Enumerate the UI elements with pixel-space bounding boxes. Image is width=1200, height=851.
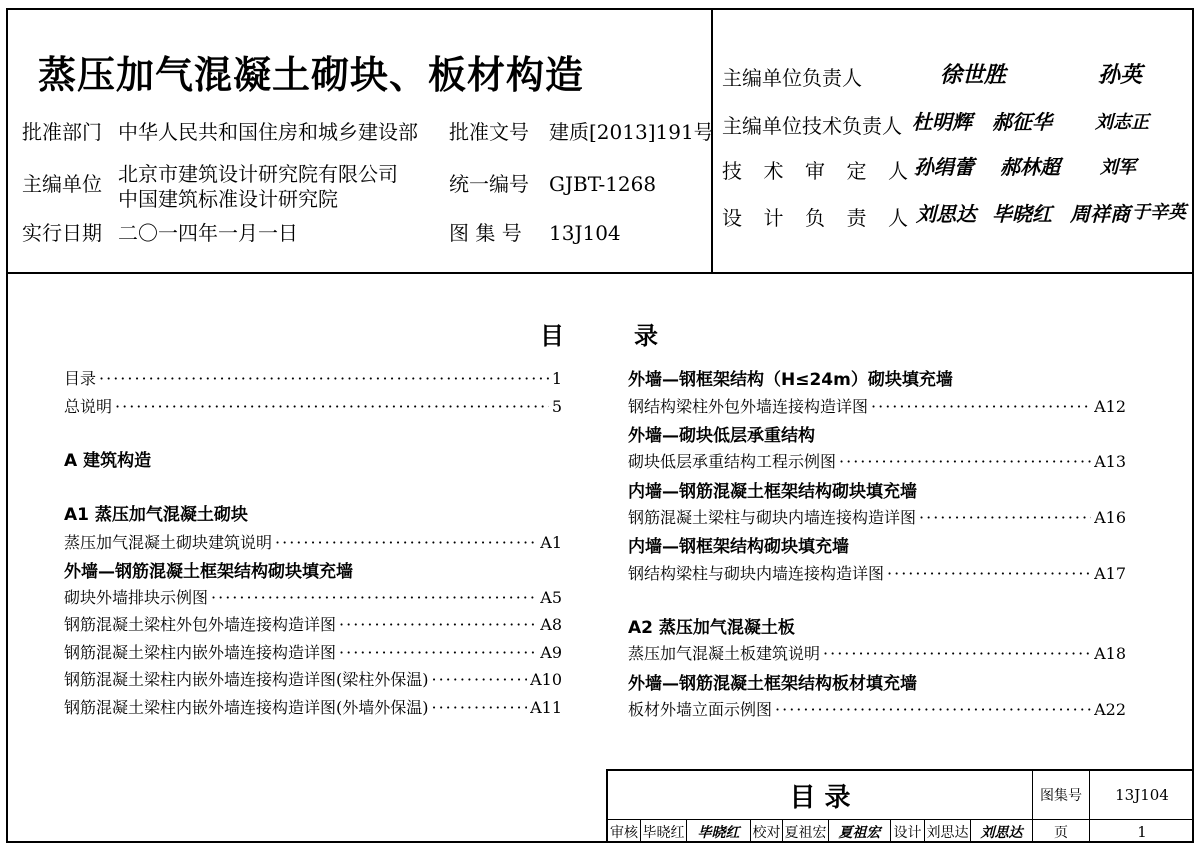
toc-entry-page: A5 bbox=[540, 588, 562, 607]
toc-entry-title: 钢筋混凝土梁柱内嵌外墙连接构造详图(梁柱外保温) bbox=[64, 670, 429, 689]
atlas-value: 13J104 bbox=[1115, 786, 1169, 804]
signature: 孙英 bbox=[1098, 62, 1143, 88]
editor-unit-label: 主编单位 bbox=[22, 172, 102, 196]
toc-entry[interactable] bbox=[64, 366, 562, 389]
signature: 徐世胜 bbox=[940, 62, 1007, 88]
design-name: 刘思达 bbox=[926, 824, 969, 841]
page-label: 页 bbox=[1054, 824, 1068, 841]
leader-dots bbox=[919, 508, 1091, 527]
toc-entry-page: A18 bbox=[1094, 644, 1126, 663]
signature: 郝征华 bbox=[992, 110, 1052, 134]
toc-entry-title: 钢结构梁柱外包外墙连接构造详图 bbox=[628, 397, 869, 416]
signature: 刘志正 bbox=[1095, 112, 1149, 133]
tech-review-label bbox=[722, 155, 908, 184]
atlas-label: 图集号 bbox=[1040, 788, 1082, 804]
editor-unit-2: 中国建筑标准设计研究院 bbox=[118, 187, 338, 211]
chief-tech-leader-label: 主编单位技术负责人 bbox=[722, 114, 902, 138]
toc-entry[interactable] bbox=[64, 394, 562, 417]
leader-dots bbox=[339, 643, 537, 662]
toc-heading: 目录 bbox=[540, 322, 728, 350]
toc-entry[interactable] bbox=[64, 640, 562, 663]
label-char: 人 bbox=[888, 159, 908, 183]
document-title: 蒸压加气混凝土砌块、板材构造 bbox=[38, 53, 585, 97]
leader-dots bbox=[339, 615, 537, 634]
leader-dots bbox=[775, 700, 1091, 719]
toc-entry-title: 板材外墙立面示例图 bbox=[628, 700, 773, 719]
leader-dots bbox=[115, 397, 549, 416]
toc-entry[interactable] bbox=[64, 530, 562, 553]
approval-dept: 中华人民共和国住房和城乡建设部 bbox=[118, 120, 418, 144]
toc-entry[interactable] bbox=[628, 641, 1126, 664]
label-char: 定 bbox=[846, 159, 867, 183]
toc-entry-title: 蒸压加气混凝土板建筑说明 bbox=[628, 644, 821, 663]
label-char: 负 bbox=[805, 206, 825, 230]
leader-dots bbox=[432, 670, 528, 689]
leader-dots bbox=[887, 564, 1091, 583]
design-leader-label bbox=[722, 202, 908, 231]
toc-section-heading: 外墙—钢框架结构（H≤24m）砌块填充墙 bbox=[628, 370, 953, 390]
toc-entry-page: A9 bbox=[540, 643, 562, 662]
label-char: 人 bbox=[888, 206, 908, 230]
toc-entry-page: A22 bbox=[1094, 700, 1126, 719]
toc-entry[interactable] bbox=[64, 612, 562, 635]
signature: 于辛英 bbox=[1132, 202, 1186, 223]
toc-entry-page: A1 bbox=[540, 533, 562, 552]
toc-entry-title: 砌块外墙排块示例图 bbox=[64, 588, 209, 607]
toc-entry[interactable] bbox=[628, 394, 1126, 417]
approval-doc: 建质[2013]191号 bbox=[549, 120, 714, 144]
toc-section-heading: 内墙—钢筋混凝土框架结构砌块填充墙 bbox=[628, 482, 917, 502]
toc-entry-title: 钢筋混凝土梁柱内嵌外墙连接构造详图(外墙外保温) bbox=[64, 698, 429, 717]
header-divider bbox=[6, 272, 1194, 274]
toc-entry-title: 目录 bbox=[64, 369, 97, 388]
toc-entry-title: 钢筋混凝土梁柱内嵌外墙连接构造详图 bbox=[64, 643, 337, 662]
toc-entry[interactable] bbox=[64, 695, 562, 718]
atlas-no-label: 图 集 号 bbox=[449, 221, 522, 245]
signature: 孙绢蕾 bbox=[914, 155, 974, 179]
toc-section-heading: 外墙—钢筋混凝土框架结构砌块填充墙 bbox=[64, 562, 353, 582]
signature: 周祥商 bbox=[1070, 202, 1130, 226]
toc-entry[interactable] bbox=[628, 697, 1126, 720]
toc-entry-page: A8 bbox=[540, 615, 562, 634]
signature: 郝林超 bbox=[1000, 155, 1060, 179]
toc-entry-title: 钢筋混凝土梁柱与砌块内墙连接构造详图 bbox=[628, 508, 917, 527]
toc-entry-page: A16 bbox=[1094, 508, 1126, 527]
signature: 杜明辉 bbox=[912, 110, 972, 134]
toc-entry-page: A11 bbox=[530, 698, 562, 717]
approval-doc-label: 批准文号 bbox=[449, 120, 529, 144]
check-label: 校对 bbox=[752, 824, 781, 841]
unified-no: GJBT-1268 bbox=[549, 172, 657, 196]
toc-entry-page: A12 bbox=[1094, 397, 1126, 416]
toc-entry-page: A10 bbox=[530, 670, 562, 689]
toc-entry[interactable] bbox=[628, 505, 1126, 528]
toc-entry-title: 钢结构梁柱与砌块内墙连接构造详图 bbox=[628, 564, 885, 583]
label-char: 术 bbox=[763, 159, 784, 183]
check-name: 夏祖宏 bbox=[784, 824, 827, 841]
toc-section-heading: 外墙—砌块低层承重结构 bbox=[628, 426, 815, 446]
toc-section-heading: A2 蒸压加气混凝土板 bbox=[628, 618, 795, 638]
label-char: 责 bbox=[846, 206, 867, 230]
toc-section-heading: A 建筑构造 bbox=[64, 451, 152, 471]
unified-no-label: 统一编号 bbox=[449, 172, 529, 196]
toc-section-heading: A1 蒸压加气混凝土砌块 bbox=[64, 505, 248, 525]
signature: 刘思达 bbox=[916, 202, 976, 226]
toc-entry[interactable] bbox=[64, 667, 562, 690]
editor-unit-1: 北京市建筑设计研究院有限公司 bbox=[118, 162, 398, 186]
leader-dots bbox=[839, 452, 1091, 471]
effective-date-label: 实行日期 bbox=[22, 221, 102, 245]
sheet-title: 目 录 bbox=[789, 782, 851, 813]
toc-entry-title: 蒸压加气混凝土砌块建筑说明 bbox=[64, 533, 273, 552]
leader-dots bbox=[432, 698, 528, 717]
toc-section-heading: 内墙—钢框架结构砌块填充墙 bbox=[628, 537, 849, 557]
toc-entry[interactable] bbox=[628, 449, 1126, 472]
atlas-no: 13J104 bbox=[549, 221, 621, 245]
design-signature: 刘思达 bbox=[980, 824, 1023, 841]
toc-section-heading: 外墙—钢筋混凝土框架结构板材填充墙 bbox=[628, 674, 917, 694]
signature: 刘军 bbox=[1100, 157, 1136, 178]
toc-entry-page: A17 bbox=[1094, 564, 1126, 583]
toc-entry-title: 钢筋混凝土梁柱外包外墙连接构造详图 bbox=[64, 615, 337, 634]
label-char: 计 bbox=[763, 206, 784, 230]
leader-dots bbox=[823, 644, 1091, 663]
design-label: 设计 bbox=[893, 824, 922, 841]
toc-entry-title: 砌块低层承重结构工程示例图 bbox=[628, 452, 837, 471]
chief-unit-leader-label: 主编单位负责人 bbox=[722, 66, 862, 90]
toc-entry-page: 1 bbox=[551, 369, 562, 388]
signature: 毕晓红 bbox=[992, 202, 1052, 226]
approval-dept-label: 批准部门 bbox=[22, 120, 102, 144]
review-signature: 毕晓红 bbox=[697, 824, 740, 841]
label-char: 设 bbox=[722, 206, 742, 230]
toc-entry-page: A13 bbox=[1094, 452, 1126, 471]
leader-dots bbox=[275, 533, 537, 552]
leader-dots bbox=[871, 397, 1091, 416]
leader-dots bbox=[211, 588, 537, 607]
label-char: 审 bbox=[805, 159, 825, 183]
effective-date: 二〇一四年一月一日 bbox=[118, 221, 298, 245]
page-value: 1 bbox=[1137, 822, 1147, 841]
label-char: 技 bbox=[722, 159, 742, 183]
toc-entry[interactable] bbox=[628, 561, 1126, 584]
leader-dots bbox=[99, 369, 549, 388]
review-name: 毕晓红 bbox=[642, 824, 685, 841]
toc-entry-page: 5 bbox=[551, 397, 562, 416]
toc-entry[interactable] bbox=[64, 585, 562, 608]
toc-entry-title: 总说明 bbox=[64, 397, 113, 416]
review-label: 审核 bbox=[610, 824, 638, 841]
check-signature: 夏祖宏 bbox=[838, 824, 881, 841]
